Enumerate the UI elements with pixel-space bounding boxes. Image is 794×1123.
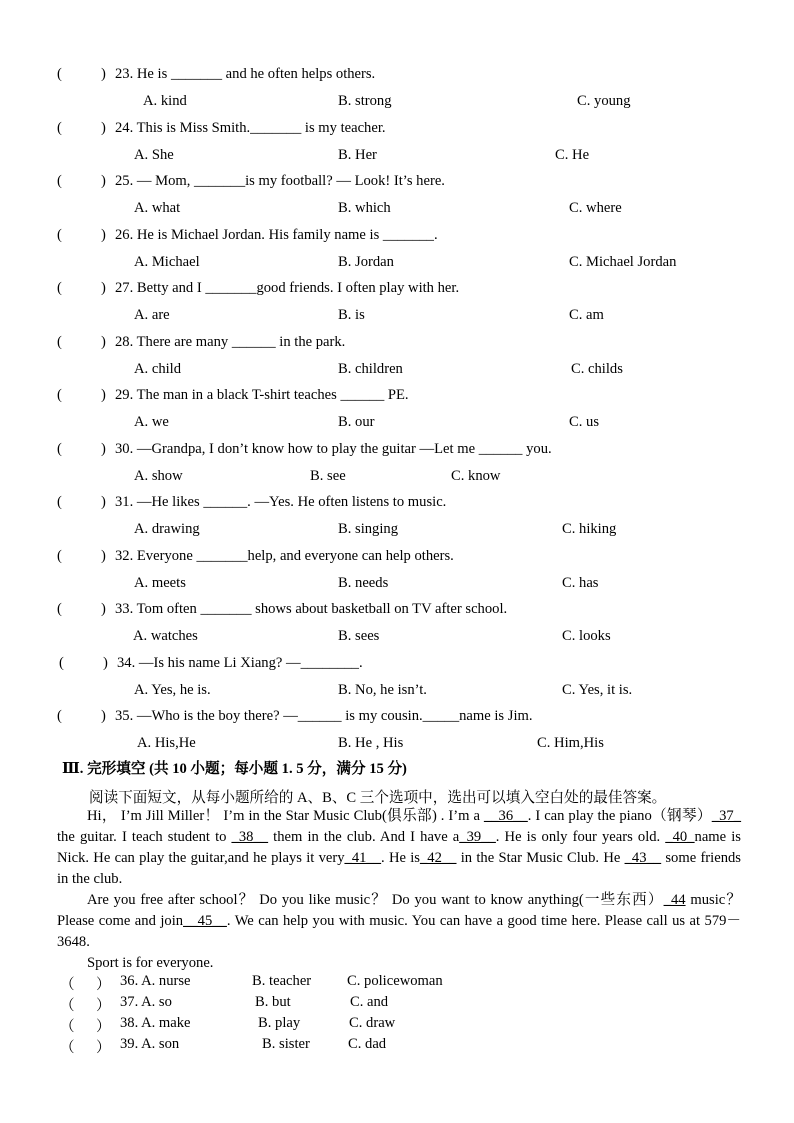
option-c[interactable]: C. draw <box>349 1015 396 1031</box>
option-c[interactable]: C. us <box>569 414 600 430</box>
question-row <box>0 227 794 249</box>
option-a[interactable]: A. Michael <box>134 253 200 270</box>
answer-paren-close: ) <box>101 173 106 189</box>
passage-text: . We can help you with music. You can have a good time here. Please call us at 579－3648. <box>57 913 742 950</box>
option-row <box>0 254 794 276</box>
option-b[interactable]: B. He , His <box>338 735 404 751</box>
option-a[interactable]: A. are <box>134 307 170 323</box>
question-stem: 34. —Is his name Li Xiang? —________. <box>117 654 363 671</box>
option-row <box>0 682 794 704</box>
option-row <box>0 628 794 650</box>
option-c[interactable]: C. where <box>569 200 622 216</box>
cloze-option-row <box>0 1015 794 1037</box>
question-stem: 26. He is Michael Jordan. His family name is _______. <box>115 226 438 243</box>
option-a[interactable]: A. we <box>134 414 169 430</box>
option-b[interactable]: B. teacher <box>252 973 312 989</box>
answer-paren-close: ) <box>103 654 108 671</box>
question-stem: 29. The man in a black T-shirt teaches ______ PE. <box>115 387 409 403</box>
cloze-option-row <box>0 994 794 1016</box>
question-row <box>0 494 794 516</box>
option-b[interactable]: B. see <box>310 467 346 484</box>
answer-paren-close: ） <box>96 1019 111 1035</box>
option-c[interactable]: C. childs <box>571 360 623 377</box>
option-row <box>0 468 794 490</box>
blank-40[interactable]: _40_ <box>665 829 695 845</box>
option-c[interactable]: C. Michael Jordan <box>569 253 677 270</box>
passage-text: in the Star Music Club. He <box>456 850 625 866</box>
option-c[interactable]: C. know <box>451 467 501 484</box>
option-c[interactable]: C. policewoman <box>347 973 443 989</box>
answer-paren-open[interactable]: ( <box>59 654 64 671</box>
cloze-heading: Ⅲ. 完形填空 (共 10 小题；每小题 1. 5 分，满分 15 分) <box>62 761 407 777</box>
question-row <box>0 601 794 623</box>
question-row <box>0 280 794 302</box>
cloze-option-row <box>0 1036 794 1058</box>
blank-38[interactable]: _38__ <box>231 829 269 845</box>
option-b[interactable]: B. but <box>255 994 291 1010</box>
blank-39[interactable]: _39__ <box>459 829 496 845</box>
option-a[interactable]: A. meets <box>134 574 186 591</box>
answer-paren-close: ) <box>101 280 106 296</box>
question-stem: 25. — Mom, _______is my football? — Look! It’s here. <box>115 173 445 189</box>
question-row <box>0 708 794 730</box>
option-b[interactable]: B. our <box>338 414 375 430</box>
answer-paren-open[interactable]: ( <box>57 173 62 189</box>
question-stem: 27. Betty and I _______good friends. I often play with her. <box>115 280 460 296</box>
answer-paren-close: ) <box>101 66 106 82</box>
question-row <box>0 66 794 88</box>
answer-paren-close: ） <box>96 998 111 1014</box>
option-a[interactable]: A. what <box>134 200 181 216</box>
option-row <box>0 361 794 383</box>
option-c[interactable]: C. hiking <box>562 521 617 537</box>
answer-paren-open[interactable]: ( <box>57 66 62 82</box>
answer-paren-open[interactable]: ( <box>57 708 62 724</box>
passage-text: name is Nick. He can play the guitar,and he plays it very <box>57 829 741 866</box>
option-row <box>0 735 794 757</box>
blank-36[interactable]: __36__ <box>483 808 528 824</box>
option-row <box>0 521 794 543</box>
option-a[interactable]: A. watches <box>133 628 198 644</box>
passage-text: . He is only four years old. <box>495 829 666 845</box>
answer-paren-close: ) <box>101 494 106 510</box>
cloze-instruction: 阅读下面短文，从每小题所给的 A、B、C 三个选项中，选出可以填入空白处的最佳答案。 <box>89 790 667 806</box>
option-b[interactable]: B. is <box>338 307 365 323</box>
passage-text: the guitar. I teach student to <box>57 829 232 845</box>
option-a[interactable]: 39. A. son <box>120 1036 180 1052</box>
option-row <box>0 307 794 329</box>
option-b[interactable]: B. play <box>258 1015 301 1031</box>
option-b[interactable]: B. which <box>338 200 391 216</box>
answer-paren-close: ） <box>96 977 111 993</box>
passage-text: them in the club. And I have a <box>268 829 460 845</box>
answer-paren-close: ) <box>101 119 106 136</box>
passage-text: . He is <box>381 850 420 866</box>
blank-43[interactable]: _43__ <box>624 850 662 866</box>
option-a[interactable]: A. She <box>134 146 174 163</box>
answer-paren-close: ) <box>101 440 106 457</box>
option-c[interactable]: C. am <box>569 307 604 323</box>
answer-paren-open[interactable]: ( <box>57 280 62 296</box>
option-a[interactable]: A. drawing <box>134 521 200 537</box>
answer-paren-open[interactable]: （ <box>60 1040 75 1056</box>
question-stem: 35. —Who is the boy there? —______ is my cousin._____name is Jim. <box>115 708 533 724</box>
answer-paren-close: ） <box>96 1040 111 1056</box>
option-row <box>0 575 794 597</box>
answer-paren-open[interactable]: （ <box>60 977 75 993</box>
option-c[interactable]: C. and <box>350 994 389 1010</box>
option-b[interactable]: B. Her <box>338 146 377 163</box>
question-row <box>0 334 794 356</box>
option-b[interactable]: B. Jordan <box>338 253 394 270</box>
answer-paren-close: ) <box>101 547 106 564</box>
question-stem: 23. He is _______ and he often helps others. <box>115 66 376 82</box>
question-row <box>0 387 794 409</box>
passage-text: Hi， I’m Jill Miller！ I’m in the Star Music Club(俱乐部) . I’m a <box>87 808 484 824</box>
answer-paren-open[interactable]: ( <box>57 494 62 510</box>
question-row <box>0 548 794 570</box>
answer-paren-close: ) <box>101 708 106 724</box>
question-row <box>0 120 794 142</box>
cloze-passage <box>57 806 741 974</box>
passage-text: Sport is for everyone. <box>87 955 214 971</box>
option-a[interactable]: A. child <box>134 360 182 377</box>
option-a[interactable]: 37. A. so <box>120 994 172 1010</box>
passage-text: music？ Please come and join <box>57 892 741 929</box>
answer-paren-open[interactable]: （ <box>60 998 75 1014</box>
question-stem: 28. There are many ______ in the park. <box>115 333 346 350</box>
answer-paren-open[interactable]: （ <box>60 1019 75 1035</box>
answer-paren-open[interactable]: ( <box>57 601 62 617</box>
option-row <box>0 414 794 436</box>
answer-paren-close: ) <box>101 333 106 350</box>
answer-paren-open[interactable]: ( <box>57 226 62 243</box>
passage-text: some friends in the club. <box>57 850 741 887</box>
option-a[interactable]: 38. A. make <box>120 1015 191 1031</box>
option-row <box>0 147 794 169</box>
question-stem: 33. Tom often _______ shows about basketball on TV after school. <box>115 601 508 617</box>
option-row <box>0 200 794 222</box>
question-row <box>0 173 794 195</box>
blank-45[interactable]: __45__ <box>183 913 227 929</box>
option-c[interactable]: C. dad <box>348 1036 387 1052</box>
option-c[interactable]: C. looks <box>562 628 611 644</box>
answer-paren-close: ) <box>101 601 106 617</box>
option-a[interactable]: 36. A. nurse <box>120 973 191 989</box>
answer-paren-open[interactable]: ( <box>57 440 62 457</box>
question-stem: 32. Everyone _______help, and everyone can help others. <box>115 547 454 564</box>
option-b[interactable]: B. singing <box>338 521 399 537</box>
option-b[interactable]: B. sees <box>338 628 380 644</box>
option-b[interactable]: B. needs <box>338 574 389 591</box>
blank-37[interactable]: _37_ <box>711 808 741 824</box>
answer-paren-open[interactable]: ( <box>57 333 62 350</box>
answer-paren-open[interactable]: ( <box>57 387 62 403</box>
option-b[interactable]: B. children <box>338 360 403 377</box>
cloze-option-row <box>0 973 794 995</box>
option-b[interactable]: B. No, he isn’t. <box>338 681 427 698</box>
option-a[interactable]: A. show <box>134 467 183 484</box>
answer-paren-close: ) <box>101 226 106 243</box>
question-stem: 24. This is Miss Smith._______ is my teacher. <box>115 119 386 136</box>
option-b[interactable]: B. sister <box>262 1036 310 1052</box>
blank-42[interactable]: _42__ <box>419 850 457 866</box>
answer-paren-open[interactable]: ( <box>57 547 62 564</box>
blank-41[interactable]: _41__ <box>344 850 382 866</box>
option-c[interactable]: C. Yes, it is. <box>562 681 633 698</box>
answer-paren-open[interactable]: ( <box>57 119 62 136</box>
option-a[interactable]: A. Yes, he is. <box>134 681 211 698</box>
blank-44[interactable]: _44 <box>663 892 686 908</box>
question-row <box>0 655 794 677</box>
option-a[interactable]: A. His,He <box>137 735 196 751</box>
question-stem: 30. —Grandpa, I don’t know how to play the guitar —Let me ______ you. <box>115 440 552 457</box>
option-c[interactable]: C. Him,His <box>537 735 604 751</box>
option-a[interactable]: A. kind <box>143 93 187 109</box>
question-stem: 31. —He likes ______. —Yes. He often listens to music. <box>115 494 447 510</box>
option-row <box>0 93 794 115</box>
answer-paren-close: ) <box>101 387 106 403</box>
option-c[interactable]: C. has <box>562 574 599 591</box>
option-c[interactable]: C. He <box>555 146 590 163</box>
passage-text: Are you free after school？ Do you like music？ Do you want to know anything(一些东西） <box>87 892 664 908</box>
question-row <box>0 441 794 463</box>
option-c[interactable]: C. young <box>577 93 631 109</box>
passage-text: . I can play the piano（钢琴） <box>527 808 712 824</box>
option-b[interactable]: B. strong <box>338 93 392 109</box>
